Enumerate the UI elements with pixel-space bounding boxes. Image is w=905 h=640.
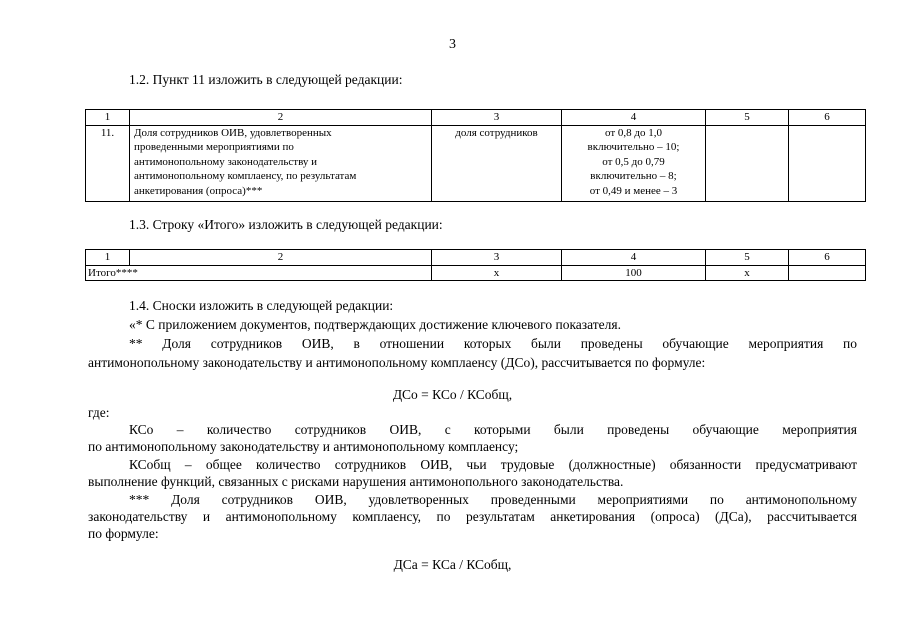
value-line: от 0,5 до 0,79: [602, 155, 665, 168]
footnote-1: «* С приложением документов, подтверждающих достижение ключевого показателя.: [129, 317, 621, 332]
footnote-2-line-1: ** Доля сотрудников ОИВ, в отношении которых были проведены обучающие мероприятия по: [129, 336, 857, 351]
table-header-cell: 5: [706, 110, 789, 126]
where-label: где:: [88, 405, 110, 420]
total-label: Итого****: [86, 265, 432, 281]
col6-cell: [789, 125, 866, 201]
formula-dsa: ДСа = КСа / КСобщ,: [393, 557, 512, 572]
definition-ksobsh-line-2: выполнение функций, связанных с рисками нарушения антимонопольного законодательства.: [88, 474, 624, 489]
indicator-name: [130, 125, 432, 201]
footnote-3-line-1: *** Доля сотрудников ОИВ, удовлетворенных проведенными мероприятиями по антимонопольному: [129, 492, 857, 507]
indicator-name-line: проведенными мероприятиями по: [134, 141, 294, 153]
value-line: от 0,49 и менее – 3: [589, 184, 678, 197]
indicator-values: [562, 125, 706, 201]
section-1-4-heading: 1.4. Сноски изложить в следующей редакции:: [129, 298, 394, 313]
indicator-name-line: антимонопольному законодательству и: [134, 155, 318, 168]
value-line: включительно – 10;: [587, 141, 680, 153]
table-header-cell: 5: [706, 250, 789, 266]
table-header-row: [86, 250, 866, 266]
total-col5: х: [706, 265, 789, 281]
total-col3: х: [432, 265, 562, 281]
col5-cell: [706, 125, 789, 201]
row-number: 11.: [86, 125, 130, 201]
table-header-cell: 1: [86, 250, 130, 266]
definition-kso-line-1: КСо – количество сотрудников ОИВ, с которыми были проведены обучающие мероприятия: [129, 422, 857, 437]
indicator-name-line: анкетирования (опроса)***: [134, 184, 263, 197]
table-header-cell: 2: [130, 250, 432, 266]
indicator-name-line: антимонопольному комплаенсу, по результатам: [134, 170, 357, 182]
total-col6: [789, 265, 866, 281]
indicator-unit: доля сотрудников: [432, 125, 562, 201]
indicator-name-line: Доля сотрудников ОИВ, удовлетворенных: [134, 126, 332, 139]
table-header-cell: 6: [789, 250, 866, 266]
table-header-cell: 3: [432, 110, 562, 126]
table-header-row: [86, 110, 866, 126]
table-header-cell: 4: [562, 250, 706, 266]
table-header-cell: 3: [432, 250, 562, 266]
page-number: 3: [449, 37, 456, 52]
table-header-cell: 2: [130, 110, 432, 126]
value-line: от 0,8 до 1,0: [604, 126, 662, 139]
total-col4: 100: [562, 265, 706, 281]
footnote-2-line-2: антимонопольному законодательству и антимонопольному комплаенсу (ДСо), рассчитывается по формуле:: [88, 355, 706, 370]
value-line: включительно – 8;: [590, 170, 677, 182]
footnote-3-line-2: законодательству и антимонопольному комплаенсу, по результатам анкетирования (опроса) (ДСа), рассчитывается: [88, 509, 857, 524]
definition-ksobsh-line-1: КСобщ – общее количество сотрудников ОИВ, чьи трудовые (должностные) обязанности предусматривают: [129, 457, 857, 472]
table-total: [85, 249, 866, 281]
section-1-3-heading: 1.3. Строку «Итого» изложить в следующей редакции:: [129, 217, 443, 232]
table-row: [86, 125, 866, 201]
formula-dso: ДСо = КСо / КСобщ,: [392, 387, 513, 402]
table-indicator-11: [85, 109, 866, 202]
definition-kso-line-2: по антимонопольному законодательству и антимонопольному комплаенсу;: [88, 439, 519, 454]
table-header-cell: 4: [562, 110, 706, 126]
footnote-3-line-3: по формуле:: [88, 526, 159, 541]
table-header-cell: 1: [86, 110, 130, 126]
table-row: [86, 265, 866, 281]
section-1-2-heading: 1.2. Пункт 11 изложить в следующей редакции:: [129, 72, 403, 87]
table-header-cell: 6: [789, 110, 866, 126]
